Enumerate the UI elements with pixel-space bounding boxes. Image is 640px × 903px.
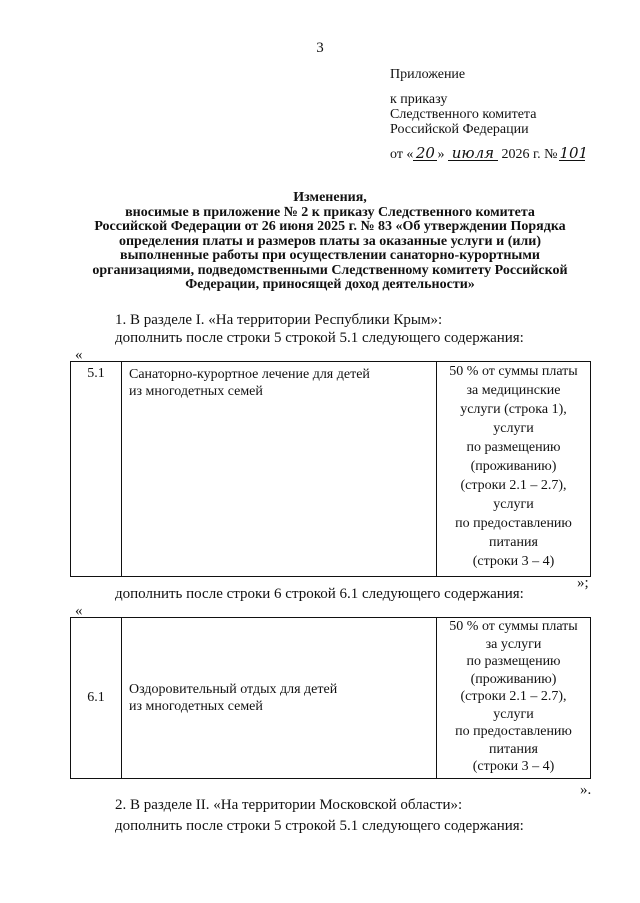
fee-line: (проживанию) (470, 459, 557, 474)
close-quote-2: ». (580, 782, 592, 798)
fee-line: (строки 2.1 – 2.7), (460, 689, 567, 704)
date-day: 20 (413, 146, 437, 161)
row-name (122, 362, 437, 577)
fee-line: по размещению (466, 654, 561, 669)
fee-line: услуги (493, 497, 534, 512)
fee-line: 50 % от суммы платы (449, 619, 578, 634)
fee-line: по размещению (466, 440, 561, 455)
open-quote-1: « (75, 347, 83, 363)
appendix-line-1: к приказу (390, 92, 448, 107)
open-quote-2: « (75, 603, 83, 619)
fee-line: питания (489, 535, 538, 550)
appendix-date (390, 144, 589, 162)
row-number: 6.1 (71, 618, 122, 779)
fee-line: 50 % от суммы платы (449, 364, 578, 379)
fee-line: услуги (строка 1), (460, 402, 567, 417)
row-fee (437, 362, 591, 577)
section1-heading: 1. В разделе I. «На территории Республики Крым»: (115, 312, 443, 328)
date-number: 101 (559, 144, 589, 162)
date-year: 2026 г. № (501, 147, 558, 162)
fee-line: за медицинские (466, 383, 561, 398)
fee-line: по предоставлению (455, 724, 572, 739)
date-month: июля (448, 146, 498, 161)
row-number: 5.1 (71, 362, 122, 577)
close-quote-1: »; (577, 575, 589, 591)
row-name (122, 618, 437, 779)
row-name-line: Оздоровительный отдых для детей (129, 682, 338, 697)
row-name-line: из многодетных семей (129, 384, 263, 399)
fee-line: (проживанию) (470, 671, 557, 687)
row-fee (437, 618, 591, 779)
page-number: 3 (316, 40, 324, 56)
fee-line: услуги (493, 421, 534, 436)
appendix-heading: Приложение (390, 67, 466, 82)
section1-instruction-1: дополнить после строки 5 строкой 5.1 следующего содержания: (115, 330, 524, 346)
table-row-6-1 (70, 617, 591, 779)
fee-line: (строки 3 – 4) (472, 759, 555, 774)
fee-line: услуги (493, 706, 534, 722)
section1-instruction-2: дополнить после строки 6 строкой 6.1 следующего содержания: (115, 586, 524, 602)
section2-heading: 2. В разделе II. «На территории Московской области»: (115, 797, 463, 813)
fee-line: по предоставлению (455, 516, 572, 531)
row-name-line: из многодетных семей (129, 699, 263, 714)
document-title: Изменения, вносимые в приложение № 2 к приказу Следственного комитета Российской Федерации от 26 июня 2025 г. № 83 «Об утверждении Порядка определения платы и размеров платы за оказанные услуги и (или) выполненные работы при осуществлении санаторно-курортными организациями, подведомственными Следственному комитету Российской Федерации, приносящей доход деятельности» (92, 190, 568, 292)
row-name-line: Санаторно-курортное лечение для детей (129, 367, 370, 382)
fee-line: (строки 2.1 – 2.7), (460, 478, 567, 493)
fee-line: (строки 3 – 4) (472, 554, 555, 569)
fee-line: за услуги (485, 636, 542, 652)
appendix-line-2: Следственного комитета (390, 107, 537, 122)
fee-line: питания (489, 741, 538, 757)
appendix-line-3: Российской Федерации (390, 122, 529, 137)
date-mid: » (437, 147, 445, 162)
table-row-5-1 (70, 361, 591, 577)
section2-instruction: дополнить после строки 5 строкой 5.1 следующего содержания: (115, 818, 524, 834)
date-prefix: от « (390, 147, 414, 162)
